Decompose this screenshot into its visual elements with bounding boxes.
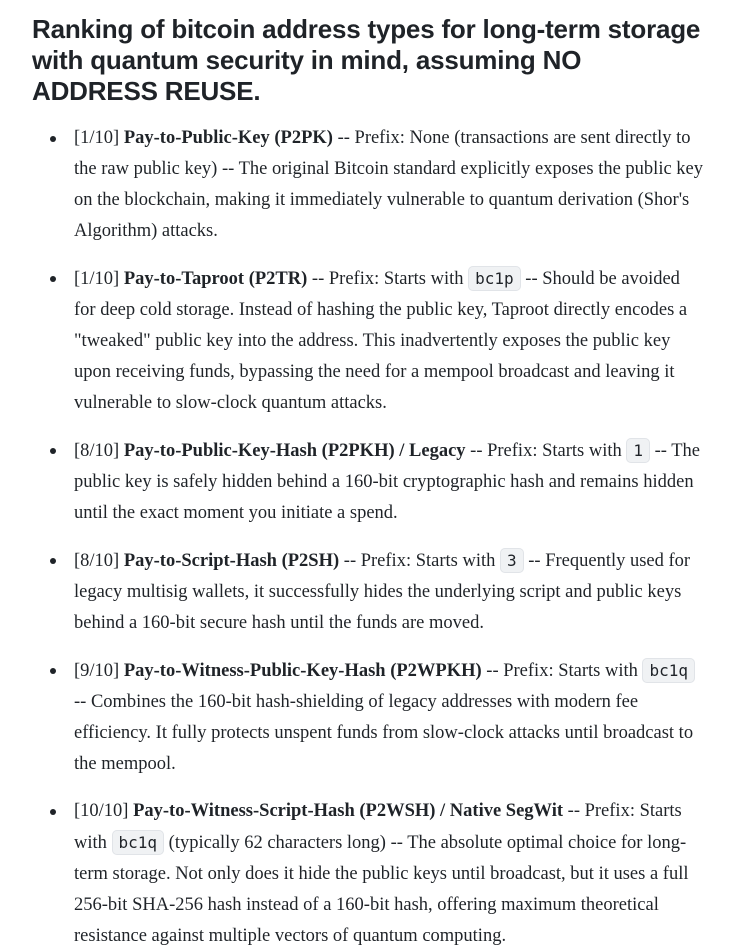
address-type-name: Pay-to-Witness-Public-Key-Hash (P2WPKH) xyxy=(123,661,482,681)
prefix-text: -- Prefix: Starts with xyxy=(470,441,622,461)
description: -- Combines the 160-bit hash-shielding of legacy addresses with modern fee efficiency. It fully protects unspent funds from slow-clock attacks until broadcast to the mempool. xyxy=(74,692,694,774)
rating: [8/10] xyxy=(74,551,120,571)
address-type-name: Pay-to-Script-Hash (P2SH) xyxy=(123,551,340,571)
prefix-code: bc1q xyxy=(112,830,165,855)
prefix-code: bc1p xyxy=(468,266,521,291)
rating: [9/10] xyxy=(74,661,120,681)
list-item xyxy=(32,655,705,780)
description: -- The original Bitcoin standard explicitly exposes the public key on the blockchain, making it immediately vulnerable to quantum derivation (Shor's Algorithm) attacks. xyxy=(74,159,704,241)
rating: [10/10] xyxy=(74,801,129,821)
description: -- The public key is safely hidden behind a 160-bit cryptographic hash and remains hidden until the exact moment you initiate a spend. xyxy=(74,441,700,523)
prefix-text: -- Prefix: Starts with xyxy=(311,269,464,289)
list-item xyxy=(32,123,705,247)
prefix-text: -- Prefix: Starts with xyxy=(343,551,496,571)
prefix-text: -- Prefix: None (transactions are sent directly to the raw public key) xyxy=(74,128,691,179)
rating: [8/10] xyxy=(74,441,120,461)
prefix-code: 1 xyxy=(626,438,650,463)
address-type-name: Pay-to-Public-Key-Hash (P2PKH) / Legacy xyxy=(123,441,466,461)
list-item xyxy=(32,435,705,529)
list-item xyxy=(32,545,705,639)
prefix-code: bc1q xyxy=(642,658,695,683)
address-type-name: Pay-to-Witness-Script-Hash (P2WSH) / Native SegWit xyxy=(133,801,564,821)
page-title: Ranking of bitcoin address types for long-term storage with quantum security in mind, assuming NO ADDRESS REUSE. xyxy=(32,14,701,106)
rating: [1/10] xyxy=(74,269,120,289)
description: (typically 62 characters long) -- The absolute optimal choice for long-term storage. Not only does it hide the public keys until broadcast, but it uses a full 256-bit SHA-256 hash instead of a 160-bit hash, offering maximum theoretical resistance against multiple vectors of quantum computing. xyxy=(74,833,689,946)
description: -- Should be avoided for deep cold storage. Instead of hashing the public key, Taproot directly encodes a "tweaked" public key into the address. This inadvertently exposes the public key upon receiving funds, bypassing the need for a mempool broadcast and leaving it vulnerable to slow-clock quantum attacks. xyxy=(74,269,688,413)
prefix-text: -- Prefix: Starts with xyxy=(74,801,682,853)
list-item xyxy=(32,263,705,419)
ranking-list xyxy=(32,123,705,952)
description: -- Frequently used for legacy multisig wallets, it successfully hides the underlying script and public keys behind a 160-bit secure hash until the funds are moved. xyxy=(74,551,691,633)
address-type-name: Pay-to-Taproot (P2TR) xyxy=(123,269,308,289)
address-type-name: Pay-to-Public-Key (P2PK) xyxy=(123,128,333,148)
prefix-text: -- Prefix: Starts with xyxy=(486,661,638,681)
list-item xyxy=(32,796,705,952)
prefix-code: 3 xyxy=(500,548,524,573)
rating: [1/10] xyxy=(74,128,120,148)
